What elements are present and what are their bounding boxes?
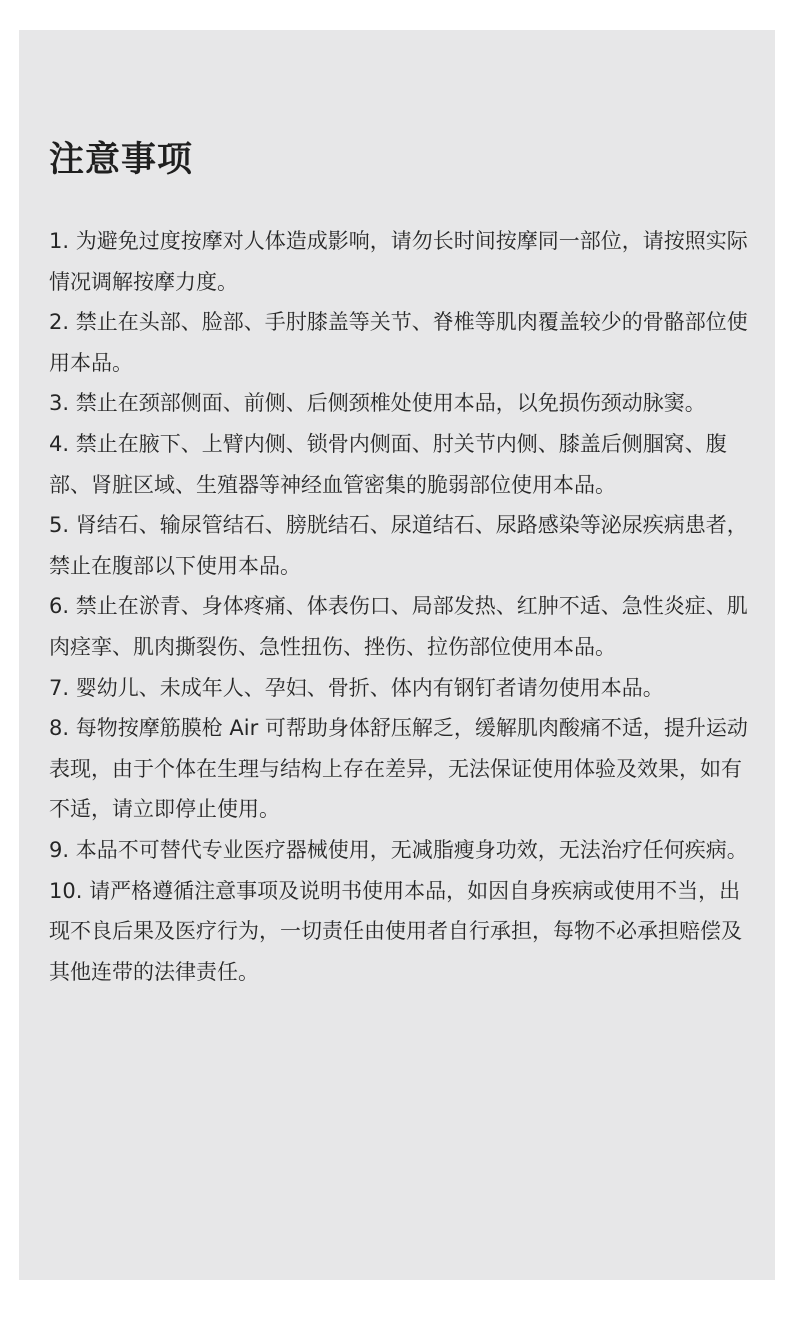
notice-item-3: 3. 禁止在颈部侧面、前侧、后侧颈椎处使用本品，以免损伤颈动脉窦。: [49, 391, 706, 416]
notice-item-2: 2. 禁止在头部、脸部、手肘膝盖等关节、脊椎等肌肉覆盖较少的骨骼部位使用本品。: [49, 310, 748, 375]
notice-item-9: 9. 本品不可替代专业医疗器械使用，无减脂瘦身功效，无法治疗任何疾病。: [49, 837, 748, 862]
notice-panel: [19, 30, 775, 1280]
notice-item-4: 4. 禁止在腋下、上臂内侧、锁骨内侧面、肘关节内侧、膝盖后侧腘窝、腹部、肾脏区域、生殖器等神经血管密集的脆弱部位使用本品。: [49, 431, 727, 497]
notice-item-1: 1. 为避免过度按摩对人体造成影响，请勿长时间按摩同一部位，请按照实际情况调解按摩力度。: [49, 229, 748, 294]
page-title: 注意事项: [49, 140, 194, 180]
notice-item-6: 6. 禁止在淤青、身体疼痛、体表伤口、局部发热、红肿不适、急性炎症、肌肉痉挛、肌肉撕裂伤、急性扭伤、挫伤、拉伤部位使用本品。: [49, 594, 748, 659]
notice-item-7: 7. 婴幼儿、未成年人、孕妇、骨折、体内有钢钉者请勿使用本品。: [49, 675, 664, 700]
notice-item-10: 10. 请严格遵循注意事项及说明书使用本品，如因自身疾病或使用不当，出现不良后果及医疗行为，一切责任由使用者自行承担，每物不必承担赔偿及其他连带的法律责任。: [49, 878, 742, 984]
notice-item-8: 8. 每物按摩筋膜枪 Air 可帮助身体舒压解乏，缓解肌肉酸痛不适，提升运动表现，由于个体在生理与结构上存在差异，无法保证使用体验及效果，如有不适，请立即停止使用。: [49, 716, 748, 822]
notice-item-5: 5. 肾结石、输尿管结石、膀胱结石、尿道结石、尿路感染等泌尿疾病患者，禁止在腹部以下使用本品。: [49, 513, 748, 578]
notice-list: [49, 221, 753, 992]
